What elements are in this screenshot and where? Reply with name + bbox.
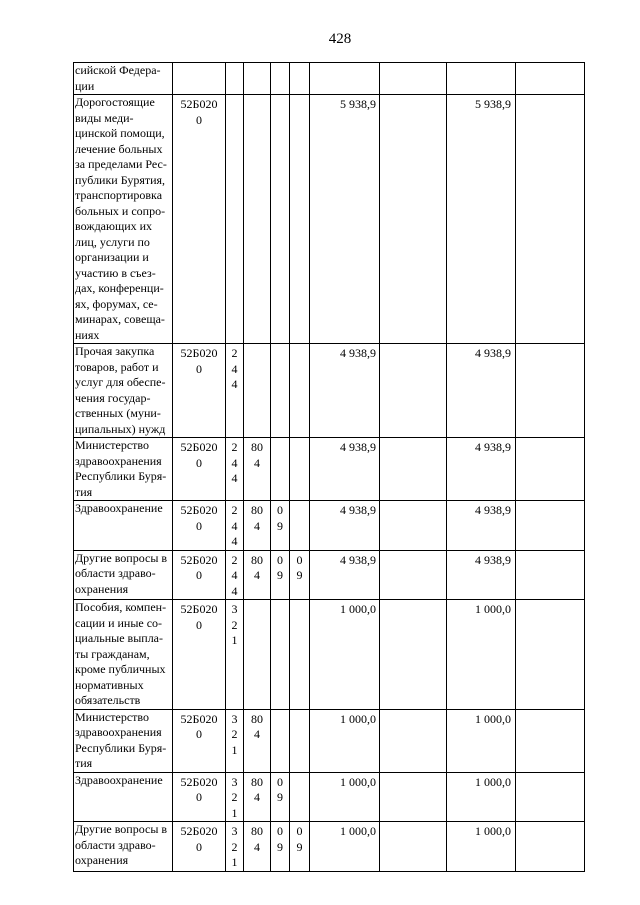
department-code-cell xyxy=(244,709,271,772)
table-row xyxy=(74,600,585,710)
expense-type-cell xyxy=(226,95,244,344)
empty-cell xyxy=(380,501,447,551)
amount-total-cell xyxy=(447,63,516,95)
amount-cell xyxy=(310,501,380,551)
expense-type-text: 2 4 4 xyxy=(231,552,238,598)
empty-cell xyxy=(516,501,585,551)
section-code-text: 0 9 xyxy=(277,824,283,854)
amount-cell xyxy=(310,550,380,600)
amount-total-cell xyxy=(447,709,516,772)
amount-text: 4 938,9 xyxy=(340,440,376,454)
table-row xyxy=(74,709,585,772)
expense-type-cell xyxy=(226,63,244,95)
section-code-cell xyxy=(271,709,290,772)
amount-cell xyxy=(310,438,380,501)
target-code-text: 52Б020 0 xyxy=(180,711,218,741)
page-number: 428 xyxy=(328,31,352,47)
empty-cell xyxy=(380,822,447,872)
subsection-code-cell xyxy=(290,95,310,344)
row-name-text: Дорогостоящие виды меди- цинской помощи, лечение больных за пределами Рес- публики Бурятия, транспортировка больных и сопро- вождающих их лиц, услуги по организации и участию в съез- дах, конференци- ях, форумах, се- минарах, совеща- ниях xyxy=(75,95,167,342)
row-name-text: Другие вопросы в области здраво- охранения xyxy=(75,550,168,596)
department-code-text: 80 4 xyxy=(251,774,263,804)
section-code-cell xyxy=(271,501,290,551)
row-name-cell xyxy=(74,822,173,872)
table-row xyxy=(74,501,585,551)
subsection-code-cell xyxy=(290,550,310,600)
target-code-cell xyxy=(173,550,226,600)
row-name-text: Здравоохранение xyxy=(75,772,163,787)
target-code-cell xyxy=(173,600,226,710)
expense-type-text: 3 2 1 xyxy=(231,602,238,647)
amount-total-text: 4 938,9 xyxy=(475,346,511,360)
amount-total-cell xyxy=(447,344,516,438)
subsection-code-cell xyxy=(290,344,310,438)
amount-text: 1 000,0 xyxy=(340,711,376,726)
section-code-cell xyxy=(271,772,290,822)
target-code-cell xyxy=(173,772,226,822)
expense-type-cell xyxy=(226,772,244,822)
empty-cell xyxy=(516,95,585,344)
target-code-cell xyxy=(173,95,226,344)
amount-total-cell xyxy=(447,600,516,710)
target-code-text: 52Б020 0 xyxy=(180,552,218,582)
amount-cell xyxy=(310,95,380,344)
subsection-code-cell xyxy=(290,709,310,772)
amount-total-text: 4 938,9 xyxy=(475,503,511,517)
empty-cell xyxy=(516,600,585,710)
subsection-code-cell xyxy=(290,63,310,95)
row-name-text: Министерство здравоохранения Республики Буря- тия xyxy=(75,438,167,499)
table-row xyxy=(74,550,585,600)
empty-cell xyxy=(516,550,585,600)
amount-total-cell xyxy=(447,772,516,822)
empty-cell xyxy=(380,709,447,772)
empty-cell xyxy=(380,95,447,344)
department-code-cell xyxy=(244,600,271,710)
budget-table xyxy=(73,62,585,872)
expense-type-cell xyxy=(226,709,244,772)
amount-total-text: 1 000,0 xyxy=(475,711,511,726)
row-name-text: Министерство здравоохранения Республики Буря- тия xyxy=(75,709,167,770)
expense-type-cell xyxy=(226,501,244,551)
amount-cell xyxy=(310,772,380,822)
amount-cell xyxy=(310,63,380,95)
empty-cell xyxy=(380,344,447,438)
expense-type-cell xyxy=(226,344,244,438)
target-code-cell xyxy=(173,63,226,95)
amount-cell xyxy=(310,822,380,872)
row-name-cell xyxy=(74,344,173,438)
subsection-code-cell xyxy=(290,501,310,551)
amount-cell xyxy=(310,344,380,438)
table-row xyxy=(74,63,585,95)
empty-cell xyxy=(380,550,447,600)
table-row xyxy=(74,772,585,822)
subsection-code-text: 0 9 xyxy=(296,824,303,854)
amount-text: 1 000,0 xyxy=(340,774,376,789)
row-name-cell xyxy=(74,709,173,772)
section-code-cell xyxy=(271,63,290,95)
amount-total-cell xyxy=(447,822,516,872)
subsection-code-cell xyxy=(290,438,310,501)
section-code-cell xyxy=(271,550,290,600)
expense-type-text: 2 4 4 xyxy=(231,440,238,485)
table-row xyxy=(74,344,585,438)
empty-cell xyxy=(380,438,447,501)
empty-cell xyxy=(380,600,447,710)
department-code-text: 80 4 xyxy=(251,503,263,533)
empty-cell xyxy=(516,772,585,822)
target-code-text: 52Б020 0 xyxy=(180,97,218,127)
department-code-cell xyxy=(244,95,271,344)
expense-type-text: 3 2 1 xyxy=(231,711,238,757)
row-name-cell xyxy=(74,550,173,600)
department-code-cell xyxy=(244,344,271,438)
department-code-cell xyxy=(244,63,271,95)
empty-cell xyxy=(380,63,447,95)
department-code-text: 80 4 xyxy=(251,440,263,470)
amount-text: 4 938,9 xyxy=(340,346,376,360)
empty-cell xyxy=(516,822,585,872)
department-code-cell xyxy=(244,550,271,600)
amount-text: 5 938,9 xyxy=(340,97,376,111)
row-name-cell xyxy=(74,63,173,95)
section-code-cell xyxy=(271,95,290,344)
empty-cell xyxy=(516,438,585,501)
target-code-text: 52Б020 0 xyxy=(180,602,218,632)
section-code-text: 0 9 xyxy=(277,552,283,582)
amount-total-text: 4 938,9 xyxy=(475,440,511,454)
department-code-cell xyxy=(244,772,271,822)
row-name-text: Пособия, компен- сации и иные со- циальные выпла- ты гражданам, кроме публичных нормативных обязательств xyxy=(75,600,167,707)
expense-type-cell xyxy=(226,822,244,872)
target-code-text: 52Б020 0 xyxy=(180,824,218,854)
department-code-text: 80 4 xyxy=(251,711,263,741)
target-code-cell xyxy=(173,501,226,551)
amount-total-text: 1 000,0 xyxy=(475,774,511,789)
empty-cell xyxy=(516,63,585,95)
department-code-cell xyxy=(244,501,271,551)
expense-type-text: 2 4 4 xyxy=(231,503,238,548)
empty-cell xyxy=(516,344,585,438)
table-body xyxy=(74,63,585,872)
table-row xyxy=(74,95,585,344)
amount-cell xyxy=(310,600,380,710)
amount-text: 4 938,9 xyxy=(340,552,376,567)
row-name-cell xyxy=(74,501,173,551)
section-code-cell xyxy=(271,438,290,501)
expense-type-cell xyxy=(226,438,244,501)
row-name-cell xyxy=(74,600,173,710)
department-code-cell xyxy=(244,822,271,872)
row-name-text: Другие вопросы в области здраво- охранения xyxy=(75,822,168,867)
section-code-cell xyxy=(271,344,290,438)
amount-text: 4 938,9 xyxy=(340,503,376,517)
empty-cell xyxy=(380,772,447,822)
amount-cell xyxy=(310,709,380,772)
row-name-cell xyxy=(74,438,173,501)
target-code-text: 52Б020 0 xyxy=(180,503,218,533)
amount-total-text: 1 000,0 xyxy=(475,824,511,838)
target-code-text: 52Б020 0 xyxy=(180,774,218,804)
target-code-cell xyxy=(173,709,226,772)
target-code-cell xyxy=(173,344,226,438)
amount-total-text: 5 938,9 xyxy=(475,97,511,111)
amount-total-cell xyxy=(447,95,516,344)
target-code-text: 52Б020 0 xyxy=(180,440,218,470)
row-name-text: сийской Федера- ции xyxy=(75,63,161,93)
section-code-text: 0 9 xyxy=(277,774,283,804)
subsection-code-cell xyxy=(290,772,310,822)
amount-text: 1 000,0 xyxy=(340,602,376,616)
department-code-text: 80 4 xyxy=(251,552,263,582)
department-code-text: 80 4 xyxy=(251,824,263,854)
target-code-cell xyxy=(173,822,226,872)
department-code-cell xyxy=(244,438,271,501)
amount-text: 1 000,0 xyxy=(340,824,376,838)
amount-total-text: 1 000,0 xyxy=(475,602,511,616)
amount-total-cell xyxy=(447,501,516,551)
section-code-cell xyxy=(271,822,290,872)
target-code-cell xyxy=(173,438,226,501)
empty-cell xyxy=(516,709,585,772)
subsection-code-cell xyxy=(290,600,310,710)
row-name-cell xyxy=(74,772,173,822)
row-name-cell xyxy=(74,95,173,344)
expense-type-text: 3 2 1 xyxy=(231,774,238,820)
amount-total-cell xyxy=(447,438,516,501)
row-name-text: Здравоохранение xyxy=(75,501,163,515)
subsection-code-text: 0 9 xyxy=(296,552,303,582)
expense-type-cell xyxy=(226,550,244,600)
expense-type-text: 3 2 1 xyxy=(231,824,238,869)
expense-type-text: 2 4 4 xyxy=(231,346,238,391)
expense-type-cell xyxy=(226,600,244,710)
row-name-text: Прочая закупка товаров, работ и услуг для обеспе- чения государ- ственных (муни- ципальных) нужд xyxy=(75,344,166,436)
table-row xyxy=(74,438,585,501)
target-code-text: 52Б020 0 xyxy=(180,346,218,376)
table-row xyxy=(74,822,585,872)
section-code-text: 0 9 xyxy=(277,503,283,533)
amount-total-text: 4 938,9 xyxy=(475,552,511,567)
subsection-code-cell xyxy=(290,822,310,872)
amount-total-cell xyxy=(447,550,516,600)
section-code-cell xyxy=(271,600,290,710)
